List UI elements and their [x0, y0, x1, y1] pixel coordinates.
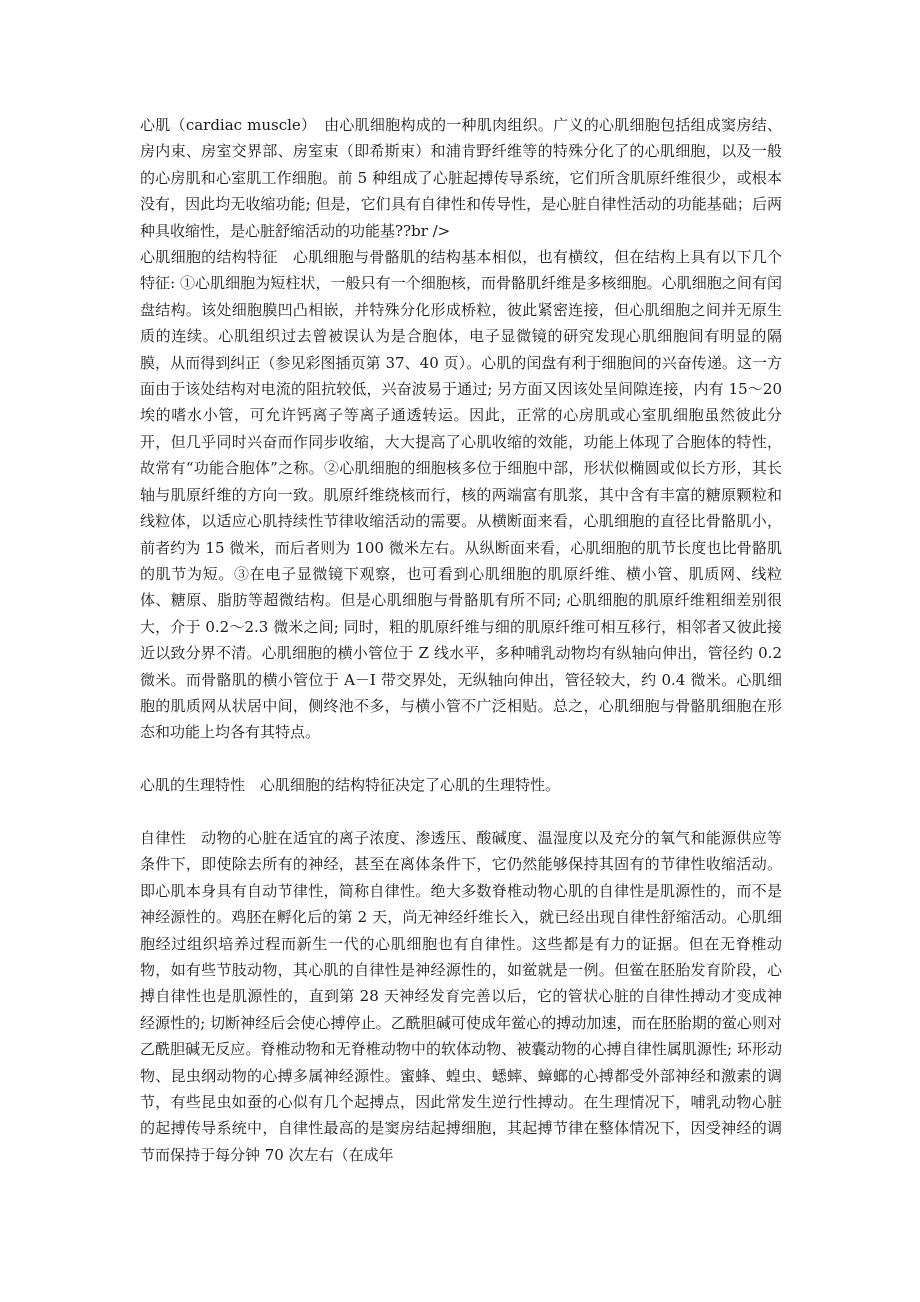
paragraph-spacer	[140, 746, 782, 772]
paragraph-cardiac-muscle-definition: 心肌（cardiac muscle） 由心肌细胞构成的一种肌肉组织。广义的心肌细胞包括组成窦房结、房内束、房室交界部、房室束（即希斯束）和浦肯野纤维等的特殊分化了的心肌细胞，以及一般的心房肌和心室肌工作细胞。前 5 种组成了心脏起搏传导系统，它们所含肌原纤维很少，或根本没有，因此均无收缩功能; 但是，它们具有自律性和传导性，是心脏自律性活动的功能基础；后两种具收缩性，是心脏舒缩活动的功能基??br />	[140, 116, 782, 240]
paragraph-physiological-properties: 心肌的生理特性 心肌细胞的结构特征决定了心肌的生理特性。	[140, 776, 561, 795]
document-body	[140, 112, 782, 1168]
paragraph-structural-features: 心肌细胞的结构特征 心肌细胞与骨骼肌的结构基本相似，也有横纹，但在结构上具有以下几个特征: ①心肌细胞为短柱状，一般只有一个细胞核，而骨骼肌纤维是多核细胞。心肌细胞之间有闰盘结构。该处细胞膜凹凸相嵌，并特殊分化形成桥粒，彼此紧密连接，但心肌细胞之间并无原生质的连续。心肌组织过去曾被误认为是合胞体，电子显微镜的研究发现心肌细胞间有明显的隔膜，从而得到纠正（参见彩图插页第 37、40 页）。心肌的闰盘有利于细胞间的兴奋传递。这一方面由于该处结构对电流的阻抗较低，兴奋波易于通过; 另方面又因该处呈间隙连接，内有 15～20 埃的嗜水小管，可允许钙离子等离子通透转运。因此，正常的心房肌或心室肌细胞虽然彼此分开，但几乎同时兴奋而作同步收缩，大大提高了心肌收缩的效能，功能上体现了合胞体的特性，故常有“功能合胞体”之称。②心肌细胞的细胞核多位于细胞中部，形状似椭圆或似长方形，其长轴与肌原纤维的方向一致。肌原纤维绕核而行，核的两端富有肌浆，其中含有丰富的糖原颗粒和线粒体，以适应心肌持续性节律收缩活动的需要。从横断面来看，心肌细胞的直径比骨骼肌小，前者约为 15 微米，而后者则为 100 微米左右。从纵断面来看，心肌细胞的肌节长度也比骨骼肌的肌节为短。③在电子显微镜下观察，也可看到心肌细胞的肌原纤维、横小管、肌质网、线粒体、糖原、脂肪等超微结构。但是心肌细胞与骨骼肌有所不同; 心肌细胞的肌原纤维粗细差别很大，介于 0.2～2.3 微米之间; 同时，粗的肌原纤维与细的肌原纤维可相互移行，相邻者又彼此接近以致分界不清。心肌细胞的横小管位于 Z 线水平，多种哺乳动物均有纵轴向伸出，管径约 0.2 微米。而骨骼肌的横小管位于 A－I 带交界处，无纵轴向伸出，管径较大，约 0.4 微米。心肌细胞的肌质网从状居中间，侧终池不多，与横小管不广泛相贴。总之，心肌细胞与骨骼肌细胞在形态和功能上均各有其特点。	[140, 248, 782, 742]
paragraph-spacer	[140, 799, 782, 825]
paragraph-automaticity: 自律性 动物的心脏在适宜的离子浓度、渗透压、酸碱度、温湿度以及充分的氧气和能源供应等条件下，即使除去所有的神经，甚至在离体条件下，它仍然能够保持其固有的节律性收缩活动。即心肌本身具有自动节律性，简称自律性。绝大多数脊椎动物心肌的自律性是肌源性的，而不是神经源性的。鸡胚在孵化后的第 2 天，尚无神经纤维长入，就已经出现自律性舒缩活动。心肌细胞经过组织培养过程而新生一代的心肌细胞也有自律性。这些都是有力的证据。但在无脊椎动物，如有些节肢动物，其心肌的自律性是神经源性的，如鲎就是一例。但鲎在胚胎发育阶段，心搏自律性也是肌源性的，直到第 28 天神经发育完善以后，它的管状心脏的自律性搏动才变成神经源性的; 切断神经后会使心搏停止。乙酰胆碱可使成年鲎心的搏动加速，而在胚胎期的鲎心则对乙酰胆碱无反应。脊椎动物和无脊椎动物中的软体动物、被囊动物的心搏自律性属肌源性; 环形动物、昆虫纲动物的心搏多属神经源性。蜜蜂、蝗虫、蟋蟀、蟑螂的心搏都受外部神经和激素的调节，有些昆虫如蚕的心似有几个起搏点，因此常发生逆行性搏动。在生理情况下，哺乳动物心脏的起搏传导系统中，自律性最高的是窦房结起搏细胞，其起搏节律在整体情况下，因受神经的调节而保持于每分钟 70 次左右（在成年	[140, 828, 782, 1164]
